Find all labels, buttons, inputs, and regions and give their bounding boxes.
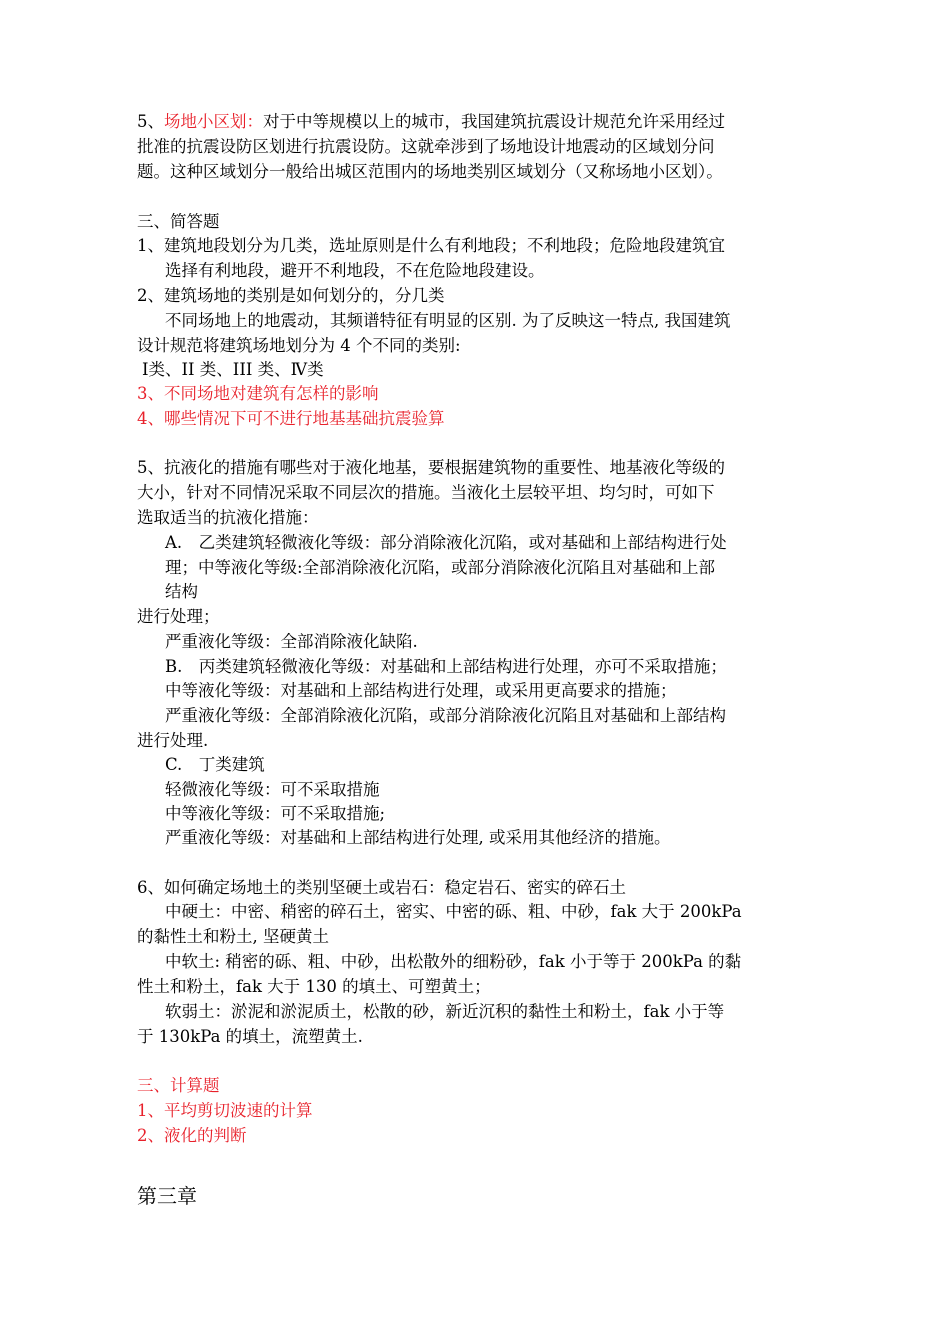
sec5-line-1: 5、场地小区划：对于中等规模以上的城市，我国建筑抗震设计规范允许采用经过 [137,112,725,131]
q2-line-1: 2、建筑场地的类别是如何划分的，分几类 [137,286,445,305]
q6-line-2: 中硬土：中密、稍密的碎石土，密实、中密的砾、粗、中砂，fak 大于 200kPa [165,902,742,921]
q5-line-1: 5、抗液化的措施有哪些对于液化地基，要根据建筑物的重要性、地基液化等级的 [137,458,725,477]
q1-line-2: 选择有利地段，避开不利地段，不在危险地段建设。 [165,261,545,280]
q5-a-line-2: 理；中等液化等级:全部消除液化沉陷，或部分消除液化沉陷且对基础和上部 [165,558,716,577]
q2-line-3: 设计规范将建筑场地划分为 4 个不同的类别: [137,336,461,355]
q5-b-line-3: 严重液化等级：全部消除液化沉陷，或部分消除液化沉陷且对基础和上部结构 [165,706,726,725]
calc-heading: 三、计算题 [137,1076,220,1095]
q2-line-2: 不同场地上的地震动，其频谱特征有明显的区别. 为了反映这一特点, 我国建筑 [165,311,731,330]
q5-a-line-1: A. 乙类建筑轻微液化等级：部分消除液化沉陷，或对基础和上部结构进行处 [165,533,727,552]
chapter-title: 第三章 [137,1184,197,1208]
q4: 4、哪些情况下可不进行地基基础抗震验算 [137,409,445,428]
q1-line-1: 1、建筑地段划分为几类，选址原则是什么有利地段；不利地段；危险地段建筑宜 [137,236,725,255]
q6-line-7: 于 130kPa 的填土，流塑黄土. [137,1027,363,1046]
calc-item-2: 2、液化的判断 [137,1126,247,1145]
calc-item-1: 1、平均剪切波速的计算 [137,1101,313,1120]
q5-line-2: 大小，针对不同情况采取不同层次的措施。当液化土层较平坦、均匀时，可如下 [137,483,715,502]
q5-b-line-2: 中等液化等级：对基础和上部结构进行处理，或采用更高要求的措施； [165,681,677,700]
q6-line-5: 性土和粉土，fak 大于 130 的填土、可塑黄土； [137,977,491,996]
q2-line-4: Ⅰ类、II 类、III 类、Ⅳ类 [142,360,324,379]
q5-a-line-3: 结构 [165,582,198,601]
q5-line-3: 选取适当的抗液化措施： [137,508,319,527]
q5-a-line-4: 进行处理； [137,607,220,626]
q6-line-3: 的黏性土和粉土, 坚硬黄土 [137,927,329,946]
q5-c-line-4: 严重液化等级：对基础和上部结构进行处理, 或采用其他经济的措施。 [165,828,671,847]
sec5-heading: 场地小区划： [164,112,263,131]
q6-line-6: 软弱土：淤泥和淤泥质土，松散的砂，新近沉积的黏性土和粉土，fak 小于等 [165,1002,725,1021]
q5-c-line-1: C. 丁类建筑 [165,755,265,774]
q5-b-line-4: 进行处理. [137,731,209,750]
sec5-line-2: 批准的抗震设防区划进行抗震设防。这就牵涉到了场地设计地震动的区域划分问 [137,137,715,156]
short-answer-heading: 三、简答题 [137,212,220,231]
q5-a-line-5: 严重液化等级：全部消除液化缺陷. [165,632,418,651]
q5-c-line-2: 轻微液化等级：可不采取措施 [165,780,380,799]
q5-b-line-1: B. 丙类建筑轻微液化等级：对基础和上部结构进行处理，亦可不采取措施； [165,657,727,676]
q5-c-line-3: 中等液化等级：可不采取措施; [165,804,386,823]
q3: 3、不同场地对建筑有怎样的影响 [137,384,379,403]
q6-line-1: 6、如何确定场地土的类别坚硬土或岩石：稳定岩石、密实的碎石土 [137,878,626,897]
sec5-line-3: 题。这种区域划分一般给出城区范围内的场地类别区域划分（又称场地小区划）。 [137,162,723,181]
q6-line-4: 中软土: 稍密的砾、粗、中砂，出松散外的细粉砂，fak 小于等于 200kPa 的黏 [165,952,742,971]
